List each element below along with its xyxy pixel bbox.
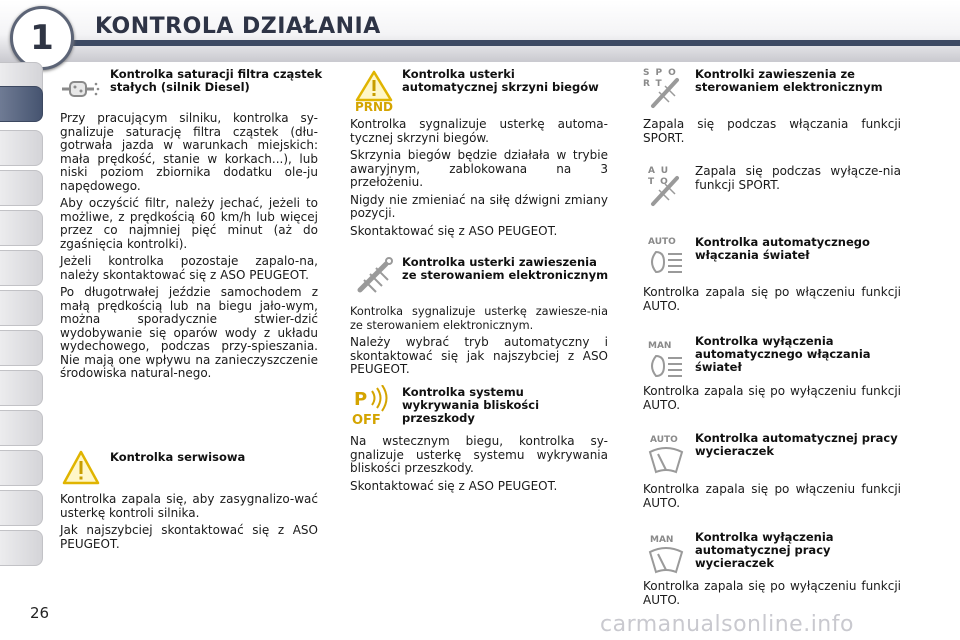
chapter-tab-7[interactable] [0,330,43,366]
warning-triangle-icon [62,450,100,490]
auto-wipers-on-title: Kontrolka automatycznej pracy wycieraczek [695,431,898,458]
sport-icon-letters: SPORT [643,68,682,89]
chapter-tab-11[interactable] [0,490,43,526]
paragraph: Na wstecznym biegu, kontrolka sy-gnalizuje usterkę systemu wykrywania bliskości przeszkody. [350,434,608,475]
header-rule [50,40,960,46]
paragraph: Kontrolka sygnalizuje usterkę automa-tycznej skrzyni biegów. [350,117,608,145]
auto-icon-letters: AUTO [648,166,674,187]
headlight-icon [646,354,686,382]
chapter-tab-6[interactable] [0,290,43,326]
paragraph: Po długotrwałej jeździe samochodem z małą prędkością lub na biegu jało-wym, można sporadycznie stwier-dzić wydobywanie się oparów wody z układu wydechowego, podczas przy-spieszania. Nie mają one wpływu na zanieczyszczenie środowiska natural-nego. [60,285,318,380]
auto-wipers-off-title: Kontrolka wyłączenia automatycznej pracy wycieraczek [695,530,834,570]
chapter-tab-9[interactable] [0,410,43,446]
chapter-tab-8[interactable] [0,370,43,406]
auto-wipers-on-text: Kontrolka zapala się po włączeniu funkcji AUTO. [643,482,901,510]
paragraph: Należy wybrać tryb automatyczny i skontaktować się jak najszybciej z ASO PEUGEOT. [350,335,608,376]
chapter-tab-2[interactable] [0,130,43,166]
gearbox-icon-label: PRND [354,100,394,114]
svg-text:P: P [354,389,368,410]
chapter-tab-12[interactable] [0,530,43,566]
page-title: KONTROLA DZIAŁANIA [95,14,381,39]
paragraph: Skontaktować się z ASO PEUGEOT. [350,223,558,238]
auto-lights-off-text: Kontrolka zapala się po wyłączeniu funkcji AUTO. [643,384,901,412]
paragraph: Kontrolka zapala się, aby zasygnalizo-wać usterkę kontroli silnika. [60,492,318,520]
chapter-tab-4[interactable] [0,210,43,246]
paragraph: Jeżeli kontrolka pozostaje zapalo-na, należy skontaktować się z ASO PEUGEOT. [60,254,318,282]
suspension-fault-title: Kontrolka usterki zawieszenia ze sterowaniem elektronicznym [402,255,609,282]
suspension-sport-on-text: Zapala się podczas włączania funkcji SPORT. [643,117,901,145]
chapter-tab-10[interactable] [0,450,43,486]
paragraph: Nigdy nie zmieniać na siłę dźwigni zmiany pozycji. [350,192,608,220]
man-lights-icon-label: MAN [648,341,672,351]
particle-filter-icon [60,74,100,108]
auto-lights-off-title: Kontrolka wyłączenia automatycznego włączania świateł [695,334,871,374]
paragraph: Kontrolka sygnalizuje usterkę zawiesze-nia ze sterowaniem elektronicznym. [350,305,608,332]
dpf-title: Kontrolka saturacji filtra cząstek stałych (silnik Diesel) [110,67,323,94]
dpf-text [60,112,318,381]
headlight-icon [646,250,686,278]
auto-lights-on-title: Kontrolka automatycznego włączania świateł [695,235,870,262]
chapter-tab-5[interactable] [0,250,43,286]
suspension-fault-icon [352,256,396,300]
watermark: carmanualsonline.info [600,612,854,637]
service-text [60,493,318,551]
paragraph: Aby oczyścić filtr, należy jechać, jeżeli to możliwe, z prędkością 60 km/h lub więcej przez co najmniej pięć minut (aż do zgaśnięcia kontrolki). [60,196,318,251]
suspension-fault-text [350,305,608,377]
chapter-tab-1-active[interactable] [0,86,43,122]
gearbox-title: Kontrolka usterki automatycznej skrzyni biegów [402,67,599,94]
auto-wipers-icon-label: AUTO [650,435,678,445]
auto-wipers-off-text: Kontrolka zapala się po wyłączeniu funkcji AUTO. [643,579,901,607]
gearbox-text [350,118,608,238]
page-number: 26 [30,604,50,622]
paragraph: Skrzynia biegów będzie działała w trybie awaryjnym, zablokowana na 3 przełożeniu. [350,148,608,189]
chapter-tab-3[interactable] [0,170,43,206]
paragraph: Skontaktować się z ASO PEUGEOT. [350,478,558,493]
man-wipers-icon-label: MAN [650,535,674,545]
chapter-number-badge: 1 [10,6,74,70]
parking-icon-label: OFF [352,413,381,428]
parking-title: Kontrolka systemu wykrywania bliskości przeszkody [402,385,540,425]
wiper-icon [646,446,686,478]
parking-text [350,435,608,493]
suspension-sport-off-text: Zapala się podczas wyłącze-nia funkcji SPORT. [695,164,901,192]
suspension-sport-title: Kontrolki zawieszenia ze sterowaniem elektronicznym [695,67,883,94]
wiper-icon [646,546,686,578]
auto-lights-icon-label: AUTO [648,237,676,247]
service-title: Kontrolka serwisowa [110,450,246,464]
paragraph: Przy pracującym silniku, kontrolka sy-gnalizuje saturację filtra cząstek (dłu-gotrwała jazda w warunkach miejskich: mała prędkość, stanie w korkach...), lub niski poziom zbiornika dodatku ole-ju napędowego. [60,111,318,193]
paragraph: Jak najszybciej skontaktować się z ASO PEUGEOT. [60,523,318,551]
auto-lights-on-text: Kontrolka zapala się po włączeniu funkcji AUTO. [643,285,901,313]
